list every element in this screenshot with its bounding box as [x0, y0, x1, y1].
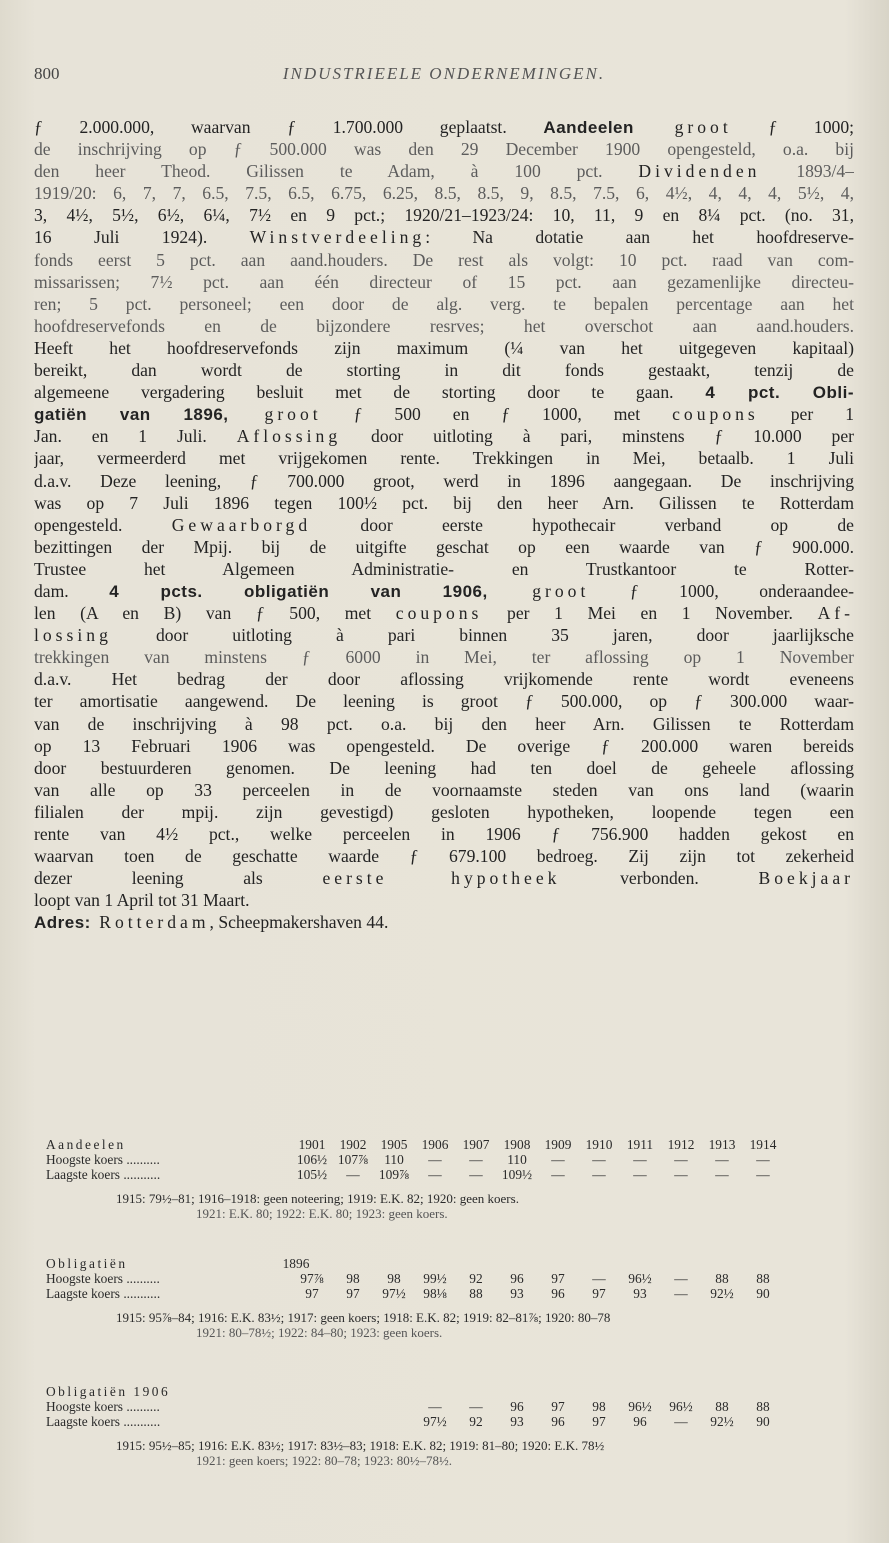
body-paragraph: [34, 116, 854, 933]
table-row: [46, 1271, 846, 1286]
table-cell: —: [674, 1271, 688, 1287]
table-cell: 99½: [423, 1271, 447, 1287]
table-cell: 107⅞: [337, 1152, 369, 1168]
text-segment: opengesteld.: [34, 514, 172, 535]
year-header-cell: 1910: [585, 1137, 613, 1152]
text-segment: fonds eerst 5 pct. aan aand.houders. De rest als volgt: 10 pct. raad van com-: [34, 249, 854, 270]
table-cell: 105½: [296, 1167, 328, 1183]
year-header-cell: 1902: [339, 1137, 367, 1152]
table-cell: —: [674, 1414, 688, 1430]
text-segment: per 1: [758, 404, 854, 425]
table-cell: 93: [510, 1414, 524, 1430]
table-cell: —: [551, 1152, 565, 1168]
table-cell: 97½: [423, 1414, 447, 1430]
text-line: [34, 558, 854, 580]
text-segment: door uitloting à pari binnen 35 jaren, door jaarlijksche: [111, 625, 854, 646]
spaced-term: Boekjaar: [758, 868, 854, 889]
text-segment: van de inschrijving à 98 pct. o.a. bij den heer Arn. Gilissen te Rotterdam: [34, 713, 854, 734]
text-line: [34, 646, 854, 668]
spaced-term: groot: [487, 580, 590, 601]
text-line: [34, 845, 854, 867]
bold-heading: 4 pcts. obligatiën van 1906,: [109, 581, 488, 601]
bold-heading: Aandeelen: [543, 118, 634, 137]
table-cell: —: [346, 1167, 360, 1183]
spaced-term: Aflossing: [236, 426, 342, 447]
text-line: [34, 447, 854, 469]
spaced-term: Dividenden: [638, 161, 761, 182]
table-cell: 110: [384, 1152, 404, 1168]
table-cell: 96½: [628, 1271, 652, 1287]
bold-heading: Adres:: [34, 913, 91, 933]
year-header-cell: 1901: [298, 1137, 326, 1152]
table-cell: 97½: [382, 1286, 406, 1302]
text-segment: was op 7 Juli 1896 tegen 100½ pct. bij den heer Arn. Gilissen te Rotterdam: [34, 492, 854, 513]
table-header-row: [46, 1256, 846, 1271]
table-cell: —: [674, 1167, 688, 1183]
spaced-term: groot: [228, 404, 322, 425]
row-label: Hoogste koers ..........: [46, 1271, 160, 1287]
stats-table-obligatien-1896: [46, 1256, 846, 1340]
table-cell: 92½: [710, 1286, 734, 1302]
text-segment: ƒ 500 en ƒ 1000, met: [321, 404, 673, 425]
spaced-term: lossing: [34, 625, 112, 646]
bold-heading: 4 pct. Obli-: [705, 383, 854, 403]
year-header-cell: 1905: [380, 1137, 408, 1152]
table-cell: —: [428, 1167, 442, 1183]
table-cell: 97: [346, 1286, 360, 1302]
page-number: 800: [34, 64, 60, 83]
table-note: 1915: 95⅞–84; 1916: E.K. 83½; 1917: geen koers; 1918: E.K. 82; 1919: 82–81⅞; 1920: 80–78: [116, 1309, 611, 1325]
text-segment: den heer Theod. Gilissen te Adam, à 100 pct.: [34, 161, 639, 182]
text-line: [34, 492, 854, 514]
bold-heading: gatiën van 1896,: [34, 405, 229, 425]
table-cell: 97: [592, 1414, 606, 1430]
year-header-cell: 1913: [708, 1137, 736, 1152]
text-segment: hoofdreservefonds en de bijzondere resrves; het overschot aan aand.houders.: [34, 315, 854, 336]
spaced-term: Rotterdam: [90, 912, 210, 933]
table-cell: 96: [510, 1399, 524, 1415]
spaced-term: Gewaarborgd: [171, 514, 312, 535]
text-line: [34, 116, 854, 138]
table-cell: 92: [469, 1414, 483, 1430]
text-line: [34, 425, 854, 447]
text-line: [34, 204, 854, 226]
text-segment: ter amortisatie aangewend. De leening is groot ƒ 500.000, op ƒ 300.000 waar-: [34, 691, 854, 712]
table-cell: 106½: [296, 1152, 328, 1168]
table-cell: 110: [507, 1152, 527, 1168]
table-cell: 109⅞: [378, 1167, 410, 1183]
spaced-term: eerste hypotheek: [322, 868, 561, 889]
table-title: Aandeelen: [46, 1137, 126, 1152]
table-cell: 88: [715, 1399, 729, 1415]
text-segment: dam.: [34, 580, 110, 601]
text-line: [34, 514, 854, 536]
table-cell: 92: [469, 1271, 483, 1287]
table-cell: —: [469, 1152, 483, 1168]
table-year-label: 1896: [282, 1256, 310, 1271]
table-cell: —: [592, 1271, 606, 1287]
text-segment: door bestuurderen genomen. De leening had ten doel de geheele aflossing: [34, 757, 854, 778]
text-segment: dezer leening als: [34, 868, 323, 889]
text-segment: per 1 Mei en 1 November.: [482, 603, 818, 624]
text-line: [34, 911, 854, 933]
year-header-cell: 1908: [503, 1137, 531, 1152]
table-cell: —: [674, 1152, 688, 1168]
table-cell: 96: [633, 1414, 647, 1430]
text-line: [34, 779, 854, 801]
table-cell: 97⅞: [300, 1271, 324, 1287]
table-note: 1921: geen koers; 1922: 80–78; 1923: 80½–78½.: [196, 1452, 453, 1468]
text-segment: op 13 Februari 1906 was opengesteld. De overige ƒ 200.000 waren bereids: [34, 735, 854, 756]
stats-table-aandeelen: [46, 1137, 846, 1221]
text-segment: verbonden.: [560, 868, 759, 889]
text-segment: de inschrijving op ƒ 500.000 was den 29 December 1900 opengesteld, o.a. bij: [34, 139, 854, 160]
table-cell: —: [715, 1152, 729, 1168]
text-segment: 16 Juli 1924).: [34, 227, 250, 248]
text-segment: 3, 4½, 5½, 6½, 6¼, 7½ en 9 pct.; 1920/21–1923/24: 10, 11, 9 en 8¼ pct. (no. 31,: [34, 205, 854, 226]
table-cell: —: [428, 1152, 442, 1168]
table-row: [46, 1152, 846, 1167]
text-segment: 1893/4–: [760, 161, 854, 182]
table-row: [46, 1399, 846, 1414]
table-title: Obligatiën: [46, 1256, 128, 1271]
table-header-row: [46, 1384, 846, 1399]
table-header-row: [46, 1137, 846, 1152]
text-segment: filialen der mpij. zijn gevestigd) gesloten hypotheken, loopende tegen een: [34, 801, 854, 822]
text-segment: d.a.v. Het bedrag der door aflossing vrijkomende rente wordt eveneens: [34, 669, 854, 690]
text-line: [34, 293, 854, 315]
year-header-cell: 1906: [421, 1137, 449, 1152]
text-segment: trekkingen van minstens ƒ 6000 in Mei, ter aflossing op 1 November: [34, 647, 854, 668]
text-line: [34, 757, 854, 779]
table-cell: —: [633, 1167, 647, 1183]
table-cell: 98: [387, 1271, 401, 1287]
text-segment: ƒ 2.000.000, waarvan ƒ 1.700.000 geplaatst.: [34, 117, 544, 137]
text-segment: Heeft het hoofdreservefonds zijn maximum (¼ van het uitgegeven kapitaal): [34, 337, 854, 358]
year-header-cell: 1911: [626, 1137, 654, 1152]
table-cell: 97: [551, 1399, 565, 1415]
year-header-cell: 1912: [667, 1137, 695, 1152]
spaced-term: groot: [633, 117, 732, 137]
text-segment: d.a.v. Deze leening, ƒ 700.000 groot, werd in 1896 aangegaan. De inschrijving: [34, 470, 854, 491]
text-segment: bereikt, dan wordt de storting in dit fonds gestaakt, tenzij de: [34, 360, 854, 381]
table-cell: 88: [715, 1271, 729, 1287]
text-line: [34, 889, 854, 911]
table-row: [46, 1286, 846, 1301]
table-cell: 96½: [628, 1399, 652, 1415]
table-cell: 96½: [669, 1399, 693, 1415]
text-segment: Trustee het Algemeen Administratie- en Trustkantoor te Rotter-: [34, 558, 854, 579]
table-cell: 88: [756, 1399, 770, 1415]
text-segment: door uitloting à pari, minstens ƒ 10.000 per: [341, 426, 854, 447]
text-segment: len (A en B) van ƒ 500, met: [34, 603, 396, 624]
text-line: [34, 337, 854, 359]
spaced-term: Winstverdeeling: [249, 227, 426, 248]
text-segment: ƒ 1000;: [731, 117, 854, 137]
text-line: [34, 536, 854, 558]
text-line: [34, 403, 854, 425]
table-cell: 98: [592, 1399, 606, 1415]
spaced-term: Af-: [817, 603, 854, 624]
text-line: [34, 624, 854, 646]
text-segment: van alle op 33 perceelen in de voornaamste steden van ons land (waarin: [34, 779, 854, 800]
row-label: Hoogste koers ..........: [46, 1399, 160, 1415]
table-title: Obligatiën 1906: [46, 1384, 171, 1399]
text-line: [34, 359, 854, 381]
spaced-term: coupons: [395, 603, 483, 624]
text-line: [34, 602, 854, 624]
text-segment: ƒ 1000, onderaandee-: [589, 580, 854, 601]
row-label: Laagste koers ...........: [46, 1286, 161, 1302]
year-header-cell: 1909: [544, 1137, 572, 1152]
text-line: [34, 138, 854, 160]
text-line: [34, 668, 854, 690]
table-cell: —: [469, 1167, 483, 1183]
text-segment: jaar, vermeerderd met vrijgekomen rente. Trekkingen in Mei, betaalb. 1 Juli: [34, 448, 854, 469]
text-line: [34, 249, 854, 271]
text-segment: algemeene vergadering besluit met de storting door te gaan.: [34, 382, 706, 403]
table-note: 1915: 79½–81; 1916–1918: geen noteering; 1919: E.K. 82; 1920: geen koers.: [116, 1190, 519, 1206]
table-cell: —: [428, 1399, 442, 1415]
table-cell: —: [756, 1152, 770, 1168]
page-header: [34, 64, 854, 90]
table-cell: —: [756, 1167, 770, 1183]
table-cell: 92½: [710, 1414, 734, 1430]
text-segment: rente van 4½ pct., welke perceelen in 1906 ƒ 756.900 hadden gekost en: [34, 824, 854, 844]
text-line: [34, 823, 854, 845]
row-label: Laagste koers ...........: [46, 1167, 161, 1183]
table-cell: 90: [756, 1286, 770, 1302]
table-cell: 96: [510, 1271, 524, 1287]
text-line: [34, 315, 854, 337]
table-cell: 97: [592, 1286, 606, 1302]
table-cell: 90: [756, 1414, 770, 1430]
table-note: 1921: 80–78½; 1922: 84–80; 1923: geen koers.: [196, 1324, 443, 1340]
stats-table-obligatien-1906: [46, 1384, 846, 1468]
year-header-cell: 1914: [749, 1137, 777, 1152]
table-cell: 98: [346, 1271, 360, 1287]
row-label: Laagste koers ...........: [46, 1414, 161, 1430]
text-segment: waarvan toen de geschatte waarde ƒ 679.100 bedroeg. Zij zijn tot zekerheid: [34, 846, 854, 867]
table-cell: —: [592, 1167, 606, 1183]
text-line: [34, 801, 854, 823]
table-cell: 88: [469, 1286, 483, 1302]
table-cell: —: [469, 1399, 483, 1415]
table-row: [46, 1167, 846, 1182]
table-cell: 109½: [501, 1167, 533, 1183]
text-segment: ren; 5 pct. personeel; een door de alg. verg. te bepalen percentage aan het: [34, 293, 854, 314]
text-line: [34, 690, 854, 712]
text-segment: missarissen; 7½ pct. aan één directeur of 15 pct. aan gezamenlijke directeu-: [34, 271, 854, 292]
row-label: Hoogste koers ..........: [46, 1152, 160, 1168]
text-line: [34, 867, 854, 889]
table-cell: 96: [551, 1286, 565, 1302]
text-line: [34, 160, 854, 182]
table-cell: 93: [510, 1286, 524, 1302]
table-cell: 96: [551, 1414, 565, 1430]
text-segment: : Na dotatie aan het hoofdreserve-: [425, 227, 854, 248]
text-line: [34, 470, 854, 492]
table-cell: 97: [551, 1271, 565, 1287]
table-cell: 97: [305, 1286, 319, 1302]
table-note: 1915: 95½–85; 1916: E.K. 83½; 1917: 83½–83; 1918: E.K. 82; 1919: 81–80; 1920: E.K. 78½: [116, 1437, 605, 1453]
text-segment: , Scheepmakershaven 44.: [209, 912, 389, 933]
text-line: [34, 381, 854, 403]
text-segment: loopt van 1 April tot 31 Maart.: [34, 890, 250, 911]
text-segment: Jan. en 1 Juli.: [34, 426, 237, 447]
table-note: 1921: E.K. 80; 1922: E.K. 80; 1923: geen koers.: [196, 1205, 448, 1221]
text-line: [34, 226, 854, 248]
text-segment: 1919/20: 6, 7, 7, 6.5, 7.5, 6.5, 6.75, 6.25, 8.5, 8.5, 9, 8.5, 7.5, 6, 4½, 4, 4, 4, 5½, 4,: [34, 183, 854, 204]
table-cell: —: [551, 1167, 565, 1183]
table-cell: —: [633, 1152, 647, 1168]
running-title: INDUSTRIEELE ONDERNEMINGEN.: [282, 64, 606, 83]
text-line: [34, 580, 854, 602]
table-cell: 93: [633, 1286, 647, 1302]
year-header-cell: 1907: [462, 1137, 490, 1152]
spaced-term: coupons: [672, 404, 759, 425]
table-cell: —: [592, 1152, 606, 1168]
table-cell: 98⅛: [423, 1286, 447, 1302]
text-line: [34, 182, 854, 204]
table-row: [46, 1414, 846, 1429]
text-segment: door eerste hypothecair verband op de: [311, 514, 854, 535]
table-cell: —: [715, 1167, 729, 1183]
text-line: [34, 713, 854, 735]
text-line: [34, 735, 854, 757]
table-cell: —: [674, 1286, 688, 1302]
text-line: [34, 271, 854, 293]
text-segment: bezittingen der Mpij. bij de uitgifte geschat op een waarde van ƒ 900.000.: [34, 536, 854, 557]
table-cell: 88: [756, 1271, 770, 1287]
